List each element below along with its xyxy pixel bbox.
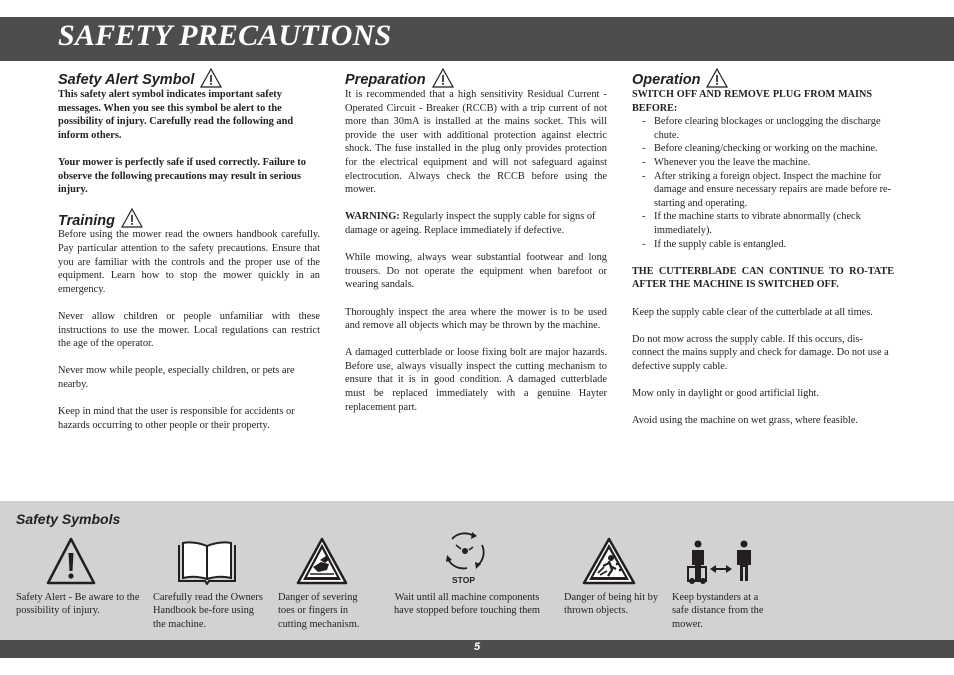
training-paragraph-2: Never allow children or people unfamiliar with these instructions to use the mower. Local regulations can restrict the age of the operator. — [58, 310, 320, 350]
operation-paragraph-1: Keep the supply cable clear of the cutterblade at all times. — [632, 306, 873, 318]
safety-symbols-heading: Safety Symbols — [16, 511, 121, 527]
keep-bystanders-away-icon — [686, 539, 758, 585]
training-paragraph-1: Before using the mower read the owners handbook carefully. Pay particular attention to the safety precautions. Ensure that you are familiar with the controls and the proper use of the equipment. Learn how to stop the mower quickly in an emergency. — [58, 229, 320, 295]
symbol-caption-handbook: Carefully read the Owners Handbook be-fore using the machine. — [153, 592, 263, 630]
training-heading — [58, 208, 320, 228]
safety-symbols-panel — [0, 501, 954, 640]
page-title: SAFETY PRECAUTIONS — [58, 19, 392, 52]
preparation-heading — [345, 68, 607, 88]
operation-paragraph-2: Do not mow across the supply cable. If this occurs, dis-connect the mains supply and check for damage. Do not use a defective supply cable. — [632, 333, 889, 372]
warning-triangle-icon — [432, 68, 454, 88]
operation-list — [632, 115, 894, 251]
warning-label: WARNING: — [345, 211, 400, 223]
stop-rotating-parts-icon — [442, 531, 488, 573]
symbol-caption-bystanders: Keep bystanders at a safe distance from the mower. — [672, 592, 764, 630]
title-bar — [0, 17, 954, 61]
preparation-heading-text: Preparation — [345, 72, 426, 89]
warning-text: Regularly inspect the supply cable for signs of damage or ageing. Replace immediately if defective. — [345, 211, 596, 236]
list-item: - Before cleaning/checking or working on the machine. — [632, 142, 894, 156]
column-middle — [345, 68, 607, 428]
cutterblade-warning: THE CUTTERBLADE CAN CONTINUE TO RO-TATE AFTER THE MACHINE IS SWITCHED OFF. — [632, 265, 894, 291]
warning-triangle-icon — [121, 208, 143, 228]
alert-paragraph-2: Your mower is perfectly safe if used correctly. Failure to observe the following precautions may result in serious injury. — [58, 156, 306, 196]
operation-caps-instruction: SWITCH OFF AND REMOVE PLUG FROM MAINS BEFORE: — [632, 89, 872, 114]
symbol-caption-stop: Wait until all machine components have stopped before touching them — [393, 592, 540, 617]
training-paragraph-4: Keep in mind that the user is responsible for accidents or hazards occurring to other people or their property. — [58, 406, 295, 431]
symbol-caption-thrown-objects: Danger of being hit by thrown objects. — [564, 592, 659, 617]
alert-paragraph-1: This safety alert symbol indicates important safety messages. When you see this symbol be alert to the possibility of injury. Carefully read the following and inform others. — [58, 89, 294, 141]
operation-heading-text: Operation — [632, 72, 701, 89]
training-heading-text: Training — [58, 212, 115, 229]
list-item: - After striking a foreign object. Inspect the machine for damage and ensure necessary repairs are made before re-starting and operating. — [632, 170, 894, 211]
operation-paragraph-4: Avoid using the machine on wet grass, where feasible. — [632, 415, 859, 427]
preparation-paragraph-5: A damaged cutterblade or loose fixing bolt are major hazards. Before use, always visually inspect the cutting mechanism to ensure that it is in good condition. A damaged cutterblade must be replaced immediately with a genuine Hayter replacement part. — [345, 347, 607, 413]
column-right — [632, 68, 894, 441]
thrown-objects-warning-icon — [582, 537, 636, 585]
safety-alert-heading-text: Safety Alert Symbol — [58, 72, 195, 89]
owners-handbook-icon — [176, 541, 238, 585]
operation-heading — [632, 68, 894, 88]
warning-triangle-icon — [200, 68, 222, 88]
list-item: - Before clearing blockages or unclogging the discharge chute. — [632, 115, 894, 142]
footer-bar — [0, 640, 954, 658]
preparation-warning — [345, 210, 607, 237]
list-item: - If the supply cable is entangled. — [632, 238, 894, 252]
operation-paragraph-3: Mow only in daylight or good artificial light. — [632, 388, 820, 400]
list-item: - Whenever you the leave the machine. — [632, 156, 894, 170]
list-item: - If the machine starts to vibrate abnormally (check immediately). — [632, 210, 894, 237]
column-left — [58, 68, 320, 446]
safety-alert-symbol-icon — [46, 537, 96, 585]
preparation-paragraph-3: While mowing, always wear substantial footwear and long trousers. Do not operate the equipment when barefoot or wearing sandals. — [345, 252, 607, 291]
symbol-caption-safety-alert: Safety Alert - Be aware to the possibility of injury. — [16, 592, 140, 617]
safety-alert-heading — [58, 68, 320, 88]
preparation-paragraph-1: It is recommended that a high sensitivity Residual Current - Operated Circuit - Breaker (RCCB) with a trip current of not more than 30mA is installed at the mains socket. This will provide the user with additional protection against electric shock. The fuse installed in the plug only provides protection for the electrical equipment and will not safeguard against electrocution. Always check the RCCB before using the mower. — [345, 89, 607, 196]
stop-label: STOP — [452, 575, 475, 585]
warning-triangle-icon — [706, 68, 728, 88]
symbol-caption-severing: Danger of severing toes or fingers in cutting mechanism. — [278, 592, 360, 630]
page-number: 5 — [473, 641, 481, 653]
training-paragraph-3: Never mow while people, especially children, or pets are nearby. — [58, 365, 295, 390]
preparation-paragraph-4: Thoroughly inspect the area where the mower is to be used and remove all objects which may be thrown by the machine. — [345, 306, 607, 332]
severing-toes-warning-icon — [296, 537, 348, 585]
